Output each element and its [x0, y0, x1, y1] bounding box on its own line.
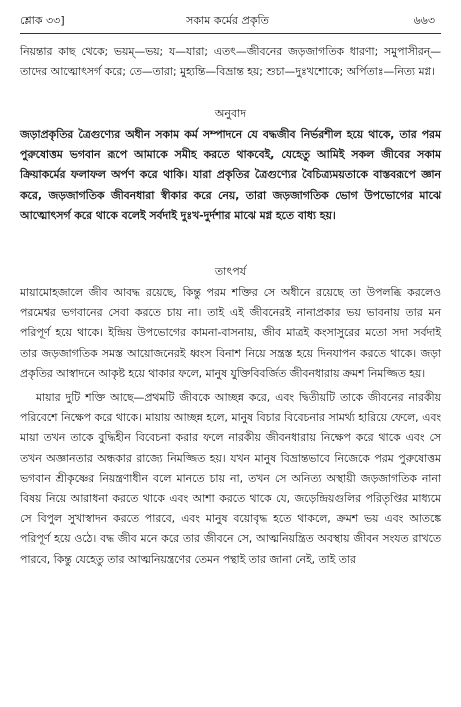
purport-heading-wrap: [20, 264, 441, 280]
purport-heading: তাৎপর্য: [214, 265, 247, 278]
purport-section: [20, 283, 441, 570]
header-divider: [20, 33, 441, 34]
page-number: ৬৬৩: [413, 14, 435, 27]
translation-heading-wrap: [20, 106, 441, 122]
translation-section: [20, 125, 441, 226]
translation-heading: অনুবাদ: [214, 107, 247, 120]
synonyms-section: [20, 42, 441, 82]
verse-reference: শ্লোক ৩৩]: [20, 14, 65, 27]
synonyms-text: নিয়ন্তার কাছ থেকে; ভয়ম্—ভয়; য—যারা; এতৎ—জীবনের জড়জাগতিক ধারণা; সমুপাসীরন্—তাদের আত্মোৎসর্গ করে; তে—তারা; মুহ্যন্তি—বিভ্রান্ত হয়; শুচা—দুঃখশোকে; অর্পিতাঃ—নিত্য মগ্ন।: [20, 45, 441, 79]
purport-paragraph: মায়ামোহজালে জীব আবদ্ধ রয়েছে, কিন্তু পরম শক্তির সে অধীনে রয়েছে তা উপলব্ধি করলেও পরমেশ্বর ভগবানের সেবা করতে চায় না। তাই এই জীবনেরই নানাপ্রকার ভয় ভাবনায় তার মন পরিপূর্ণ হয়ে থাকে। ইন্দ্রিয় উপভোগের কামনা-বাসনায়, জীব মাত্রই কংসাসুরের মতো সদা সর্বদাই তার জড়জাগতিক সমস্ত আয়োজনেরই ধ্বংস বিনাশ নিয়ে সন্ত্রস্ত হয়ে দিনযাপন করতে থাকে। জড়া প্রকৃতির আস্বাদনে আকৃষ্ট হয়ে থাকার ফলে, মানুষ যুক্তিবিবর্জিত জীবনধারায় ক্রমশ নিমজ্জিত হয়।: [20, 286, 441, 380]
purport-paragraph: মায়ার দুটি শক্তি আছে—প্রথমটি জীবকে আচ্ছন্ন করে, এবং দ্বিতীয়টি তাকে জীবনের নারকীয় পরিবেশে নিক্ষেপ করে থাকে। মায়ায় আচ্ছন্ন হলে, মানুষ বিচার বিবেচনার সামর্থ্য হারিয়ে ফেলে, এবং মায়া তখন তাকে বুদ্ধিহীন বিবেচনা করার ফলে নারকীয় জীবনধারায় নিক্ষেপ করে থাকে এবং সে তখন অজ্ঞানতার অন্ধকার রাজ্যে নিমজ্জিত হয়। যখন মানুষ বিভ্রান্তভাবে নিজেকে পরম পুরুষোত্তম ভগবান শ্রীকৃষ্ণের নিয়ন্ত্রণাধীন বলে মানতে চায় না, তখন সে অনিত্য অস্থায়ী জড়জাগতিক নানা বিষয় নিয়ে আরাধনা করতে থাকে এবং আশা করতে থাকে যে, জড়েন্দ্রিয়গুলির পরিতৃপ্তির মাধ্যমে সে বিপুল সুখাস্বাদন করতে পারবে, এবং মানুষ বয়োবৃদ্ধ হতে থাকলে, ক্রমশ ভয় এবং আতঙ্কে পরিপূর্ণ হয়ে ওঠে। বদ্ধ জীব মনে করে তার জীবনে সে, আত্মনিয়ন্ত্রিত অবস্থায় জীবন সংযত রাখতে পারবে, কিন্তু যেহেতু তার আত্মনিয়ন্ত্রণের তেমন পন্থাই তার জানা নেই, তাই তার: [20, 391, 441, 566]
chapter-title: সকাম কর্মের প্রকৃতি: [186, 14, 269, 27]
translation-text: জড়াপ্রকৃতির ত্রৈগুণ্যের অধীন সকাম কর্ম সম্পাদনে যে বদ্ধজীব নির্ভরশীল হয়ে থাকে, তার পরম পুরুষোত্তম ভগবান রূপে আমাকে সমীহ করতে থাকবেই, যেহেতু আমিই সকল জীবের সকাম ক্রিয়াকর্মের ফলাফল অর্পণ করে থাকি। যারা প্রকৃতির ত্রৈগুণ্যের বৈচিত্র্যময়তাকে বাস্তবরূপে জ্ঞান করে, জড়জাগতিক জীবনধারা স্বীকার করে নেয়, তারা জড়জাগতিক ভোগ উপভোগের মাঝে আত্মোৎসর্গ করে থাকে বলেই সর্বদাই দুঃখ-দুর্দশার মাঝে মগ্ন হতে বাধ্য হয়।: [20, 128, 441, 222]
page-header: [20, 11, 435, 31]
